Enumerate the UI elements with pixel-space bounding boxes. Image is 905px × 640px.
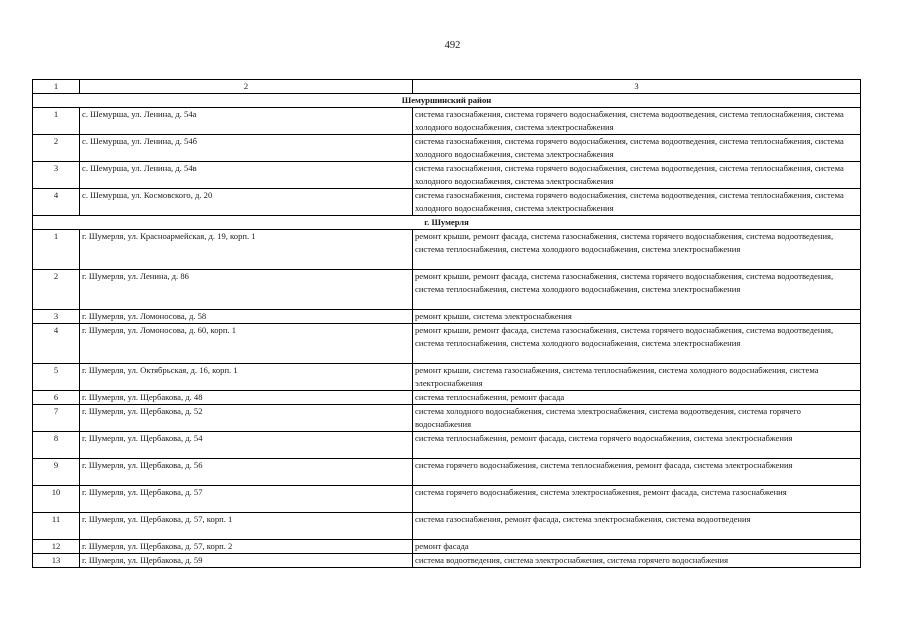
row-works: система газоснабжения, система горячего водоснабжения, система водоотведения, система теплоснабжения, система холодного водоснабжения, система электроснабжения (413, 107, 861, 134)
row-works: ремонт крыши, система электроснабжения (413, 309, 861, 323)
row-number: 3 (33, 309, 80, 323)
table-row (33, 323, 861, 363)
row-address: с. Шемурша, ул. Космовского, д. 20 (80, 188, 413, 215)
row-number: 1 (33, 107, 80, 134)
row-works: ремонт крыши, ремонт фасада, система газоснабжения, система горячего водоснабжения, система водоотведения, система теплоснабжения, система холодного водоснабжения, система электроснабжения (413, 269, 861, 309)
row-works: система горячего водоснабжения, система теплоснабжения, ремонт фасада, система электроснабжения (413, 458, 861, 485)
row-number: 12 (33, 539, 80, 553)
row-address: с. Шемурша, ул. Ленина, д. 54а (80, 107, 413, 134)
row-number: 1 (33, 229, 80, 269)
row-number: 9 (33, 458, 80, 485)
row-address: с. Шемурша, ул. Ленина, д. 54в (80, 161, 413, 188)
table-row (33, 229, 861, 269)
row-address: г. Шумерля, ул. Ломоносова, д. 60, корп. 1 (80, 323, 413, 363)
table-row (33, 458, 861, 485)
row-address: г. Шумерля, ул. Щербакова, д. 57 (80, 485, 413, 512)
row-address: г. Шумерля, ул. Красноармейская, д. 19, корп. 1 (80, 229, 413, 269)
row-works: ремонт крыши, ремонт фасада, система газоснабжения, система горячего водоснабжения, система водоотведения, система теплоснабжения, система холодного водоснабжения, система электроснабжения (413, 229, 861, 269)
row-number: 6 (33, 390, 80, 404)
table-row (33, 363, 861, 390)
table-row (33, 161, 861, 188)
table-row (33, 269, 861, 309)
table-row (33, 404, 861, 431)
table-row (33, 539, 861, 553)
row-works: система теплоснабжения, ремонт фасада (413, 390, 861, 404)
table-row (33, 390, 861, 404)
row-works: ремонт крыши, ремонт фасада, система газоснабжения, система горячего водоснабжения, система водоотведения, система теплоснабжения, система холодного водоснабжения, система электроснабжения (413, 323, 861, 363)
row-address: г. Шумерля, ул. Щербакова, д. 56 (80, 458, 413, 485)
section-header (33, 215, 861, 229)
row-works: система холодного водоснабжения, система электроснабжения, система водоотведения, система горячего водоснабжения (413, 404, 861, 431)
row-address: г. Шумерля, ул. Ленина, д. 86 (80, 269, 413, 309)
row-address: г. Шумерля, ул. Ломоносова, д. 58 (80, 309, 413, 323)
address-works-table (32, 79, 861, 568)
row-address: г. Шумерля, ул. Щербакова, д. 54 (80, 431, 413, 458)
table-row (33, 512, 861, 539)
row-address: г. Шумерля, ул. Октябрьская, д. 16, корп. 1 (80, 363, 413, 390)
row-number: 2 (33, 269, 80, 309)
table-row (33, 553, 861, 567)
column-number-1: 1 (33, 80, 80, 94)
section-title: Шемуршинский район (33, 93, 861, 107)
row-address: г. Шумерля, ул. Щербакова, д. 57, корп. 1 (80, 512, 413, 539)
table-row (33, 431, 861, 458)
section-title: г. Шумерля (33, 215, 861, 229)
section-header (33, 93, 861, 107)
row-works: система газоснабжения, система горячего водоснабжения, система водоотведения, система теплоснабжения, система холодного водоснабжения, система электроснабжения (413, 134, 861, 161)
row-address: г. Шумерля, ул. Щербакова, д. 48 (80, 390, 413, 404)
row-address: г. Шумерля, ул. Щербакова, д. 52 (80, 404, 413, 431)
column-number-2: 2 (80, 80, 413, 94)
row-number: 10 (33, 485, 80, 512)
table-row (33, 134, 861, 161)
row-works: система водоотведения, система электроснабжения, система горячего водоснабжения (413, 553, 861, 567)
table-row (33, 485, 861, 512)
row-address: г. Шумерля, ул. Щербакова, д. 59 (80, 553, 413, 567)
row-works: система теплоснабжения, ремонт фасада, система горячего водоснабжения, система электроснабжения (413, 431, 861, 458)
table-row (33, 107, 861, 134)
page-number: 492 (444, 40, 461, 51)
row-number: 5 (33, 363, 80, 390)
row-works: система газоснабжения, система горячего водоснабжения, система водоотведения, система теплоснабжения, система холодного водоснабжения, система электроснабжения (413, 188, 861, 215)
column-number-3: 3 (413, 80, 861, 94)
table-row (33, 188, 861, 215)
column-number-row (33, 80, 861, 94)
row-number: 4 (33, 188, 80, 215)
row-number: 11 (33, 512, 80, 539)
row-works: система газоснабжения, ремонт фасада, система электроснабжения, система водоотведения (413, 512, 861, 539)
row-works: система горячего водоснабжения, система электроснабжения, ремонт фасада, система газоснабжения (413, 485, 861, 512)
row-works: ремонт фасада (413, 539, 861, 553)
row-number: 8 (33, 431, 80, 458)
row-number: 13 (33, 553, 80, 567)
row-address: г. Шумерля, ул. Щербакова, д. 57, корп. 2 (80, 539, 413, 553)
row-number: 7 (33, 404, 80, 431)
row-address: с. Шемурша, ул. Ленина, д. 54б (80, 134, 413, 161)
row-works: система газоснабжения, система горячего водоснабжения, система водоотведения, система теплоснабжения, система холодного водоснабжения, система электроснабжения (413, 161, 861, 188)
row-number: 3 (33, 161, 80, 188)
row-number: 4 (33, 323, 80, 363)
row-works: ремонт крыши, система газоснабжения, система теплоснабжения, система холодного водоснабжения, система электроснабжения (413, 363, 861, 390)
row-number: 2 (33, 134, 80, 161)
table-row (33, 309, 861, 323)
